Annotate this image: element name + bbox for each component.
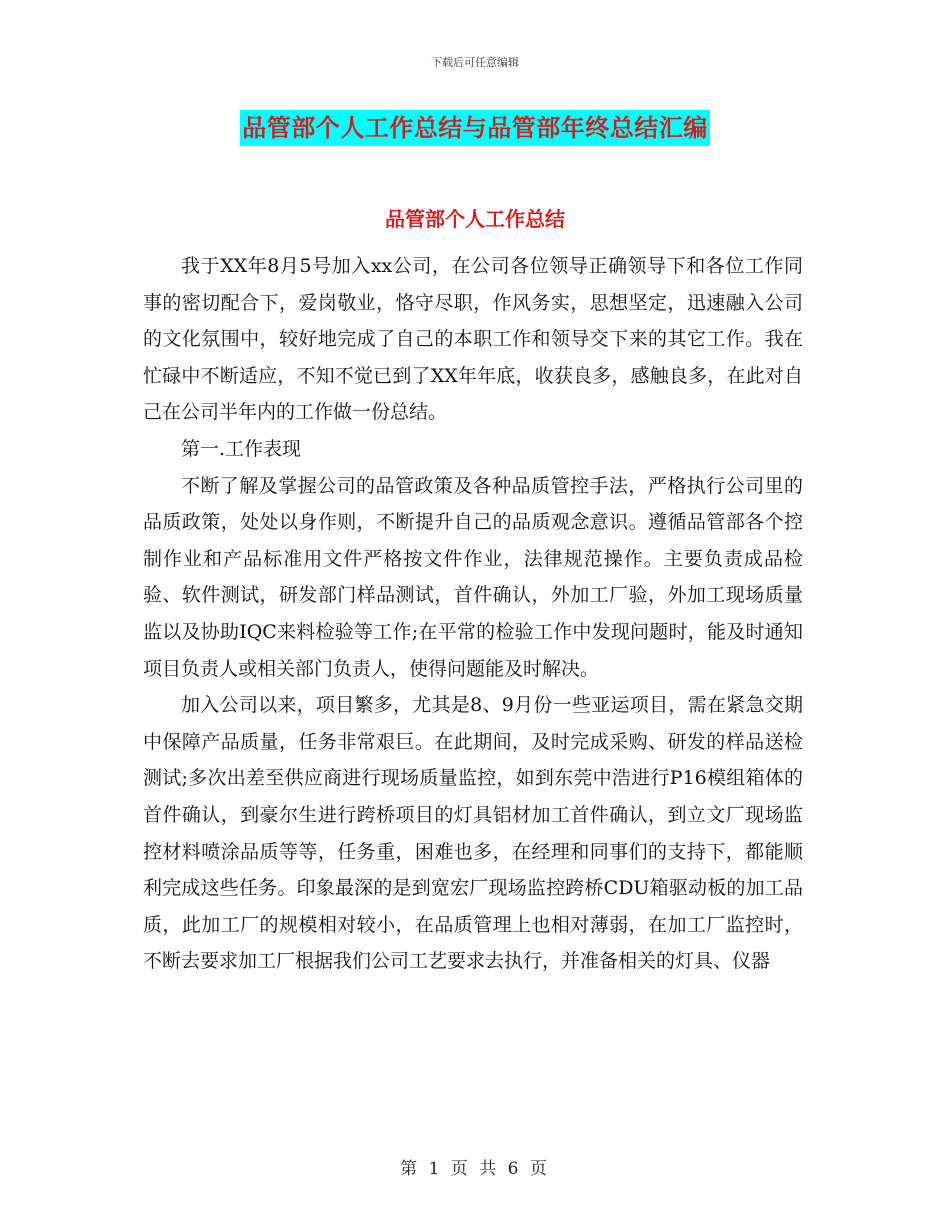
page-header-note: 下载后可任意编辑 — [431, 56, 519, 69]
document-title: 品管部个人工作总结与品管部年终总结汇编 — [240, 110, 710, 146]
paragraph-projects: 加入公司以来，项目繁多，尤其是8、9月份一些亚运项目，需在紧急交期中保障产品质量，任务非常艰巨。在此期间，及时完成采购、研发的样品送检测试;多次出差至供应商进行现场质量监控，如到东莞中浩进行P16模组箱体的首件确认，到豪尔生进行跨桥项目的灯具铝材加工首件确认，到立文厂现场监控材料喷涂品质等等，任务重，困难也多，在经理和同事们的支持下，都能顺利完成这些任务。印象最深的是到宽宏厂现场监控跨桥CDU箱驱动板的加工品质，此加工厂的规模相对较小，在品质管理上也相对薄弱，在加工厂监控时，不断去要求加工厂根据我们公司工艺要求去执行，并准备相关的灯具、仪器 — [143, 694, 803, 973]
paragraph-heading-work-performance: 第一.工作表现 — [181, 437, 302, 460]
paragraph-intro: 我于XX年8月5号加入xx公司，在公司各位领导正确领导下和各位工作同事的密切配合下，爱岗敬业，恪守尽职，作风务实，思想坚定，迅速融入公司的文化氛围中，较好地完成了自己的本职工作和领导交下来的其它工作。我在忙碌中不断适应，不知不觉已到了XX年年底，收获良多，感触良多，在此对自己在公司半年内的工作做一份总结。 — [143, 255, 803, 424]
section-title: 品管部个人工作总结 — [385, 207, 565, 231]
page-number-footer: 第 1 页 共 6 页 — [400, 1159, 550, 1179]
document-title-container — [0, 110, 950, 146]
document-body — [143, 248, 803, 980]
paragraph-quality-duties: 不断了解及掌握公司的品管政策及各种品质管控手法，严格执行公司里的品质政策，处处以身作则，不断提升自己的品质观念意识。遵循品管部各个控制作业和产品标准用文件严格按文件作业，法律规范操作。主要负责成品检验、软件测试，研发部门样品测试，首件确认，外加工厂验，外加工现场质量监以及协助IQC来料检验等工作;在平常的检验工作中发现问题时，能及时通知项目负责人或相关部门负责人，使得问题能及时解决。 — [143, 474, 803, 680]
